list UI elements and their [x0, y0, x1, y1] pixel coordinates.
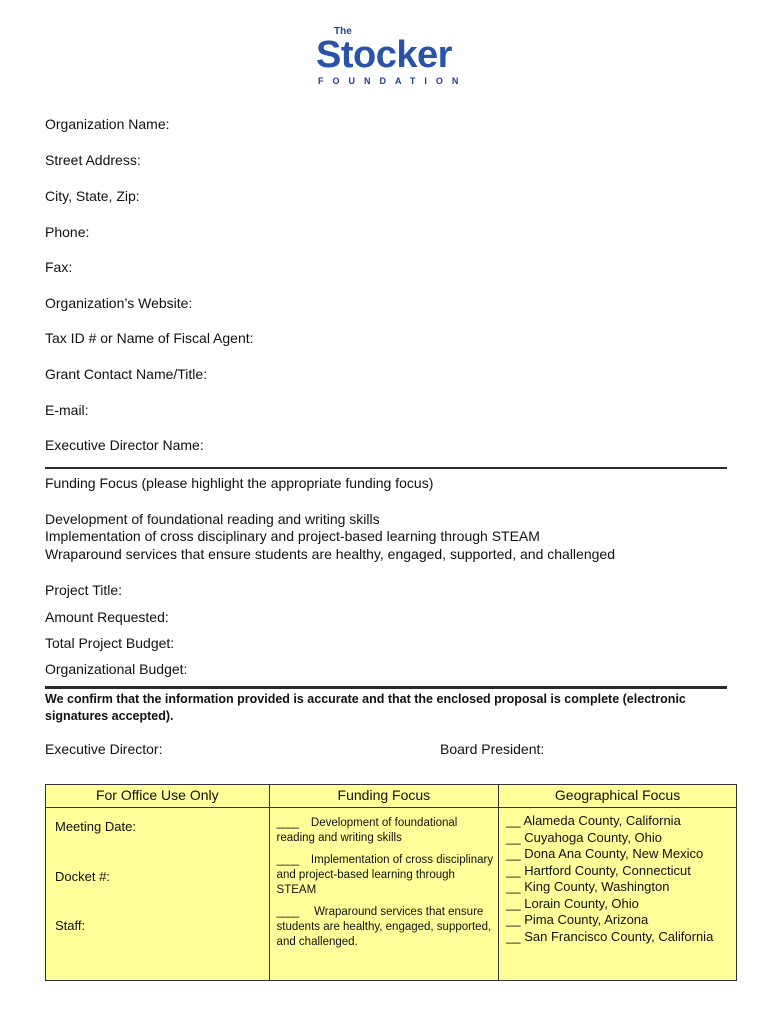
org-name-label: Organization Name: — [45, 116, 170, 132]
grant-contact-label: Grant Contact Name/Title: — [45, 366, 208, 382]
email-label: E-mail: — [45, 402, 89, 418]
funding-option-reading[interactable]: Development of foundational reading and writing skills — [45, 511, 380, 527]
project-title-label: Project Title: — [45, 582, 123, 598]
amount-requested-label: Amount Requested: — [45, 609, 169, 625]
geo-item-pima[interactable]: __ Pima County, Arizona — [506, 912, 649, 927]
logo-name: Stocker — [316, 34, 452, 76]
focus-blank: ____ — [276, 817, 299, 829]
logo-subtitle: FOUNDATION — [318, 76, 468, 86]
meeting-date-label: Meeting Date: — [55, 819, 136, 834]
office-focus-item-wraparound[interactable] — [277, 905, 495, 950]
geo-item-hartford[interactable]: __ Hartford County, Connecticut — [506, 862, 691, 878]
funding-option-steam[interactable]: Implementation of cross disciplinary and project-based learning through STEAM — [45, 528, 540, 544]
confirm-divider — [45, 686, 727, 689]
office-use-header: For Office Use Only — [46, 785, 270, 808]
office-fields-cell — [46, 808, 270, 981]
street-address-label: Street Address: — [45, 152, 141, 168]
office-use-table — [45, 784, 737, 981]
executive-director-name-label: Executive Director Name: — [45, 437, 204, 453]
office-focus-item-reading[interactable] — [277, 816, 495, 846]
fax-label: Fax: — [45, 259, 73, 275]
office-focus-item-steam[interactable] — [277, 853, 495, 898]
stocker-foundation-logo — [306, 24, 466, 90]
board-president-signature-label: Board President: — [440, 741, 545, 757]
focus-item-label: Development of foundational reading and writing skills — [276, 817, 458, 844]
funding-focus-heading: Funding Focus (please highlight the appropriate funding focus) — [45, 475, 434, 491]
geo-item-dona-ana[interactable]: __ Dona Ana County, New Mexico — [506, 846, 704, 861]
staff-label: Staff: — [55, 918, 86, 933]
confirmation-statement: We confirm that the information provided is accurate and that the enclosed proposal is complete (electronic signatures accepted). — [45, 692, 686, 723]
organizational-budget-label: Organizational Budget: — [45, 661, 188, 677]
geo-item-king[interactable]: __ King County, Washington — [506, 879, 670, 894]
executive-director-signature-label: Executive Director: — [45, 741, 163, 757]
geo-focus-list — [506, 813, 713, 945]
phone-label: Phone: — [45, 224, 90, 240]
section-divider — [45, 467, 727, 469]
geographical-focus-header: Geographical Focus — [499, 785, 737, 808]
focus-blank: ____ — [276, 854, 299, 866]
total-project-budget-label: Total Project Budget: — [45, 635, 175, 651]
geo-item-alameda[interactable]: __ Alameda County, California — [506, 813, 681, 828]
funding-focus-header: Funding Focus — [269, 785, 499, 808]
focus-item-label: Wraparound services that ensure students are healthy, engaged, supported, and challenged. — [276, 906, 492, 948]
logo-the: The — [334, 26, 352, 37]
geographical-focus-cell — [499, 808, 737, 981]
focus-item-label: Implementation of cross disciplinary and project-based learning through STEAM — [276, 854, 494, 896]
docket-label: Docket #: — [55, 869, 110, 884]
website-label: Organization’s Website: — [45, 295, 193, 311]
tax-id-label: Tax ID # or Name of Fiscal Agent: — [45, 330, 254, 346]
geo-item-cuyahoga[interactable]: __ Cuyahoga County, Ohio — [506, 829, 663, 845]
city-state-zip-label: City, State, Zip: — [45, 188, 140, 204]
geo-item-lorain[interactable]: __ Lorain County, Ohio — [506, 895, 639, 911]
focus-blank: ____ — [276, 906, 299, 918]
funding-focus-cell — [269, 808, 499, 981]
geo-item-san-francisco[interactable]: __ San Francisco County, California — [506, 928, 714, 944]
funding-option-wraparound[interactable]: Wraparound services that ensure students are healthy, engaged, supported, and challenged — [45, 546, 615, 562]
